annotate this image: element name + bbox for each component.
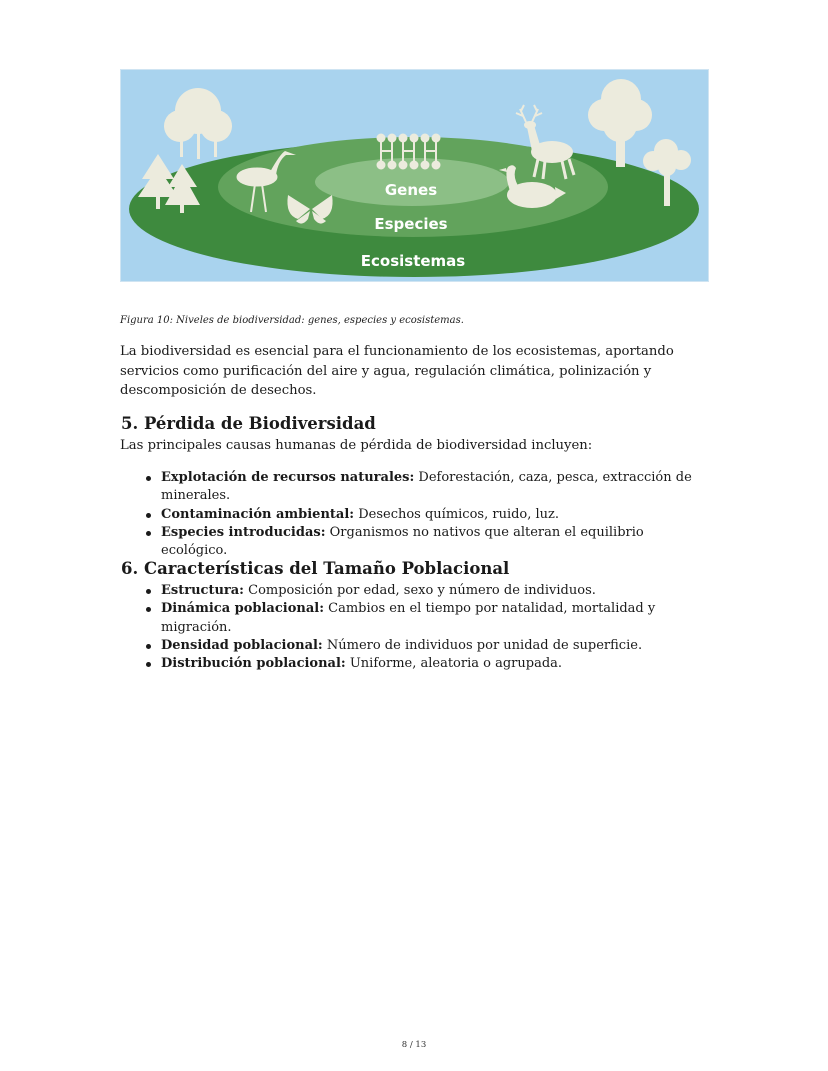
- biodiversity-levels-figure: [120, 69, 709, 282]
- list-item-term: Densidad poblacional:: [161, 637, 323, 653]
- ecosystems-label: Ecosistemas: [360, 252, 466, 270]
- biodiversity-loss-causes-list: [144, 469, 704, 560]
- list-item-text: Desechos químicos, ruido, luz.: [354, 506, 560, 522]
- list-item: [144, 655, 704, 673]
- list-item-term: Explotación de recursos naturales:: [161, 470, 415, 485]
- section-6-heading: 6. Características del Tamaño Poblacional: [121, 559, 510, 578]
- figure-caption: Figura 10: Niveles de biodiversidad: genes, especies y ecosistemas.: [120, 315, 464, 326]
- list-item-term: Estructura:: [161, 583, 244, 598]
- list-item: [144, 600, 704, 637]
- list-item-text: Número de individuos por unidad de superficie.: [322, 637, 643, 653]
- list-item-text: Cambios en el tiempo por natalidad, mortalidad y migración.: [161, 601, 656, 635]
- list-item-text: Organismos no nativos que alteran el equilibrio ecológico.: [161, 524, 644, 559]
- genes-label: Genes: [384, 181, 438, 199]
- list-item-term: Especies introducidas:: [161, 524, 326, 540]
- list-item-text: Deforestación, caza, pesca, extracción de minerales.: [161, 470, 692, 504]
- list-item-term: Contaminación ambiental:: [161, 506, 355, 522]
- list-item-text: Composición por edad, sexo y número de individuos.: [243, 583, 596, 598]
- section-5-intro: Las principales causas humanas de pérdida de biodiversidad incluyen:: [120, 438, 593, 453]
- list-item-term: Dinámica poblacional:: [161, 601, 324, 617]
- list-item: [144, 637, 704, 655]
- list-item: [144, 582, 704, 600]
- species-label: Especies: [374, 215, 448, 233]
- list-item: [144, 524, 704, 561]
- body-paragraph: La biodiversidad es esencial para el funcionamiento de los ecosistemas, aportando servicios como purificación del aire y agua, regulación climática, polinización y descomposición de desechos.: [120, 344, 674, 398]
- page-number: 8 / 13: [401, 1040, 427, 1050]
- list-item-text: Uniforme, aleatoria o agrupada.: [345, 656, 563, 672]
- list-item: [144, 469, 704, 506]
- section-5-heading: 5. Pérdida de Biodiversidad: [121, 414, 376, 433]
- list-item-term: Distribución poblacional:: [161, 656, 346, 672]
- population-characteristics-list: [144, 582, 704, 673]
- list-item: [144, 506, 704, 524]
